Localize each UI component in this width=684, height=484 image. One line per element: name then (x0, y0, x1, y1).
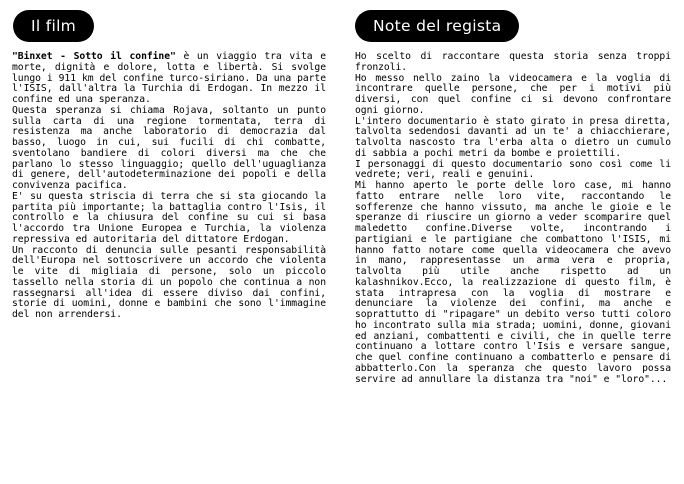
film-paragraph-3: E' su questa striscia di terra che si sta giocando la partita più importante; la battaglia contro l'Isis, il controllo e la chiusura del confine su cui si basa l'accordo tra Unione Europea e Turchia, la violenza repressiva ed autoritaria del dittatore Erdogan. (12, 190, 326, 245)
film-title-quote: "Binxet - Sotto il confine" (12, 51, 176, 62)
notes-paragraph-1: Ho scelto di raccontare questa storia senza troppi fronzoli. (355, 51, 671, 73)
film-paragraph-2: Questa speranza si chiama Rojava, soltanto un punto sulla carta di una regione tormentata, terra di resistenza ma anche laboratorio di democrazia dal basso, luogo in cui, sui fucili di chi combatte, sventolano bandiere di colori diversi ma che che parlano lo stesso linguaggio; quello dell'uguaglianza di genere, dell'autodeterminazione dei popoli e della convivenza pacifica. (12, 104, 326, 191)
notes-paragraph-4: I personaggi di questo documentario sono così come li vedrete; veri, reali e genuini. (355, 158, 671, 181)
film-paragraph-1-body: è un viaggio tra vita e morte, dignità e dolore, lotta e libertà. Si svolge lungo i 911 km del confine turco-siriano. Da una parte l'ISIS, dall'altra la Turchia di Erdogan. In mezzo il confine ed una speranza. (12, 51, 326, 105)
film-column (12, 10, 326, 321)
notes-paragraph-3: L'intero documentario è stato girato in presa diretta, talvolta sedendosi davanti ad un te' a chiacchierare, talvolta nascosto tra l'erba alta o dietro un cumulo di sabbia a pochi metri da bombe e proiettili. (355, 115, 671, 159)
film-paragraph-1 (12, 52, 326, 106)
film-paragraph-4: Un racconto di denuncia sulle pesanti responsabilità dell'Europa nel sottoscrivere un accordo che violenta le vite di migliaia di persone, solo un piccolo tassello nella storia di un popolo che continua a non rassegnarsi all'idea di essere diviso dai confini, storie di uomini, donne e bambini che sono l'immagine del non arrendersi. (12, 244, 326, 320)
notes-paragraph-2: Ho messo nello zaino la videocamera e la voglia di incontrare quelle persone, che per i motivi più diversi, con quel confine ci si devono confrontare ogni giorno. (355, 72, 671, 116)
film-heading: Il film (13, 10, 94, 42)
director-notes-column (355, 10, 671, 385)
director-notes-text (355, 52, 671, 385)
director-notes-heading: Note del regista (355, 10, 519, 42)
notes-paragraph-5: Mi hanno aperto le porte delle loro case, mi hanno fatto entrare nelle loro vite, raccontando le sofferenze che hanno vissuto, ma anche le gioie e le speranze di riuscire un giorno a veder scomparire quel maledetto confine.Diverse volte, incontrando i partigiani e le partigiane che combattono l'ISIS, mi hanno fatto notare come quella videocamera che avevo in mano, rappresentasse un arma vera e propria, talvolta più utile anche rispetto ad un kalashnikov.Ecco, la realizzazione di questo film, è stata intrapresa con la voglia di mostrare e denunciare la violenze dei confini, ma anche e soprattutto di "ripagare" un debito verso tutti coloro ho incontrato sulla mia strada; uomini, donne, giovani ed anziani, combattenti e civili, che in quelle terre continuano a lottare contro l'Isis e versare sangue, che quel confine continuano a combatterlo e pensare di abbatterlo.Con la speranza che questo lavoro possa servire ad annullare la distanza tra "noi" e "loro"... (355, 180, 671, 385)
film-text (12, 52, 326, 321)
